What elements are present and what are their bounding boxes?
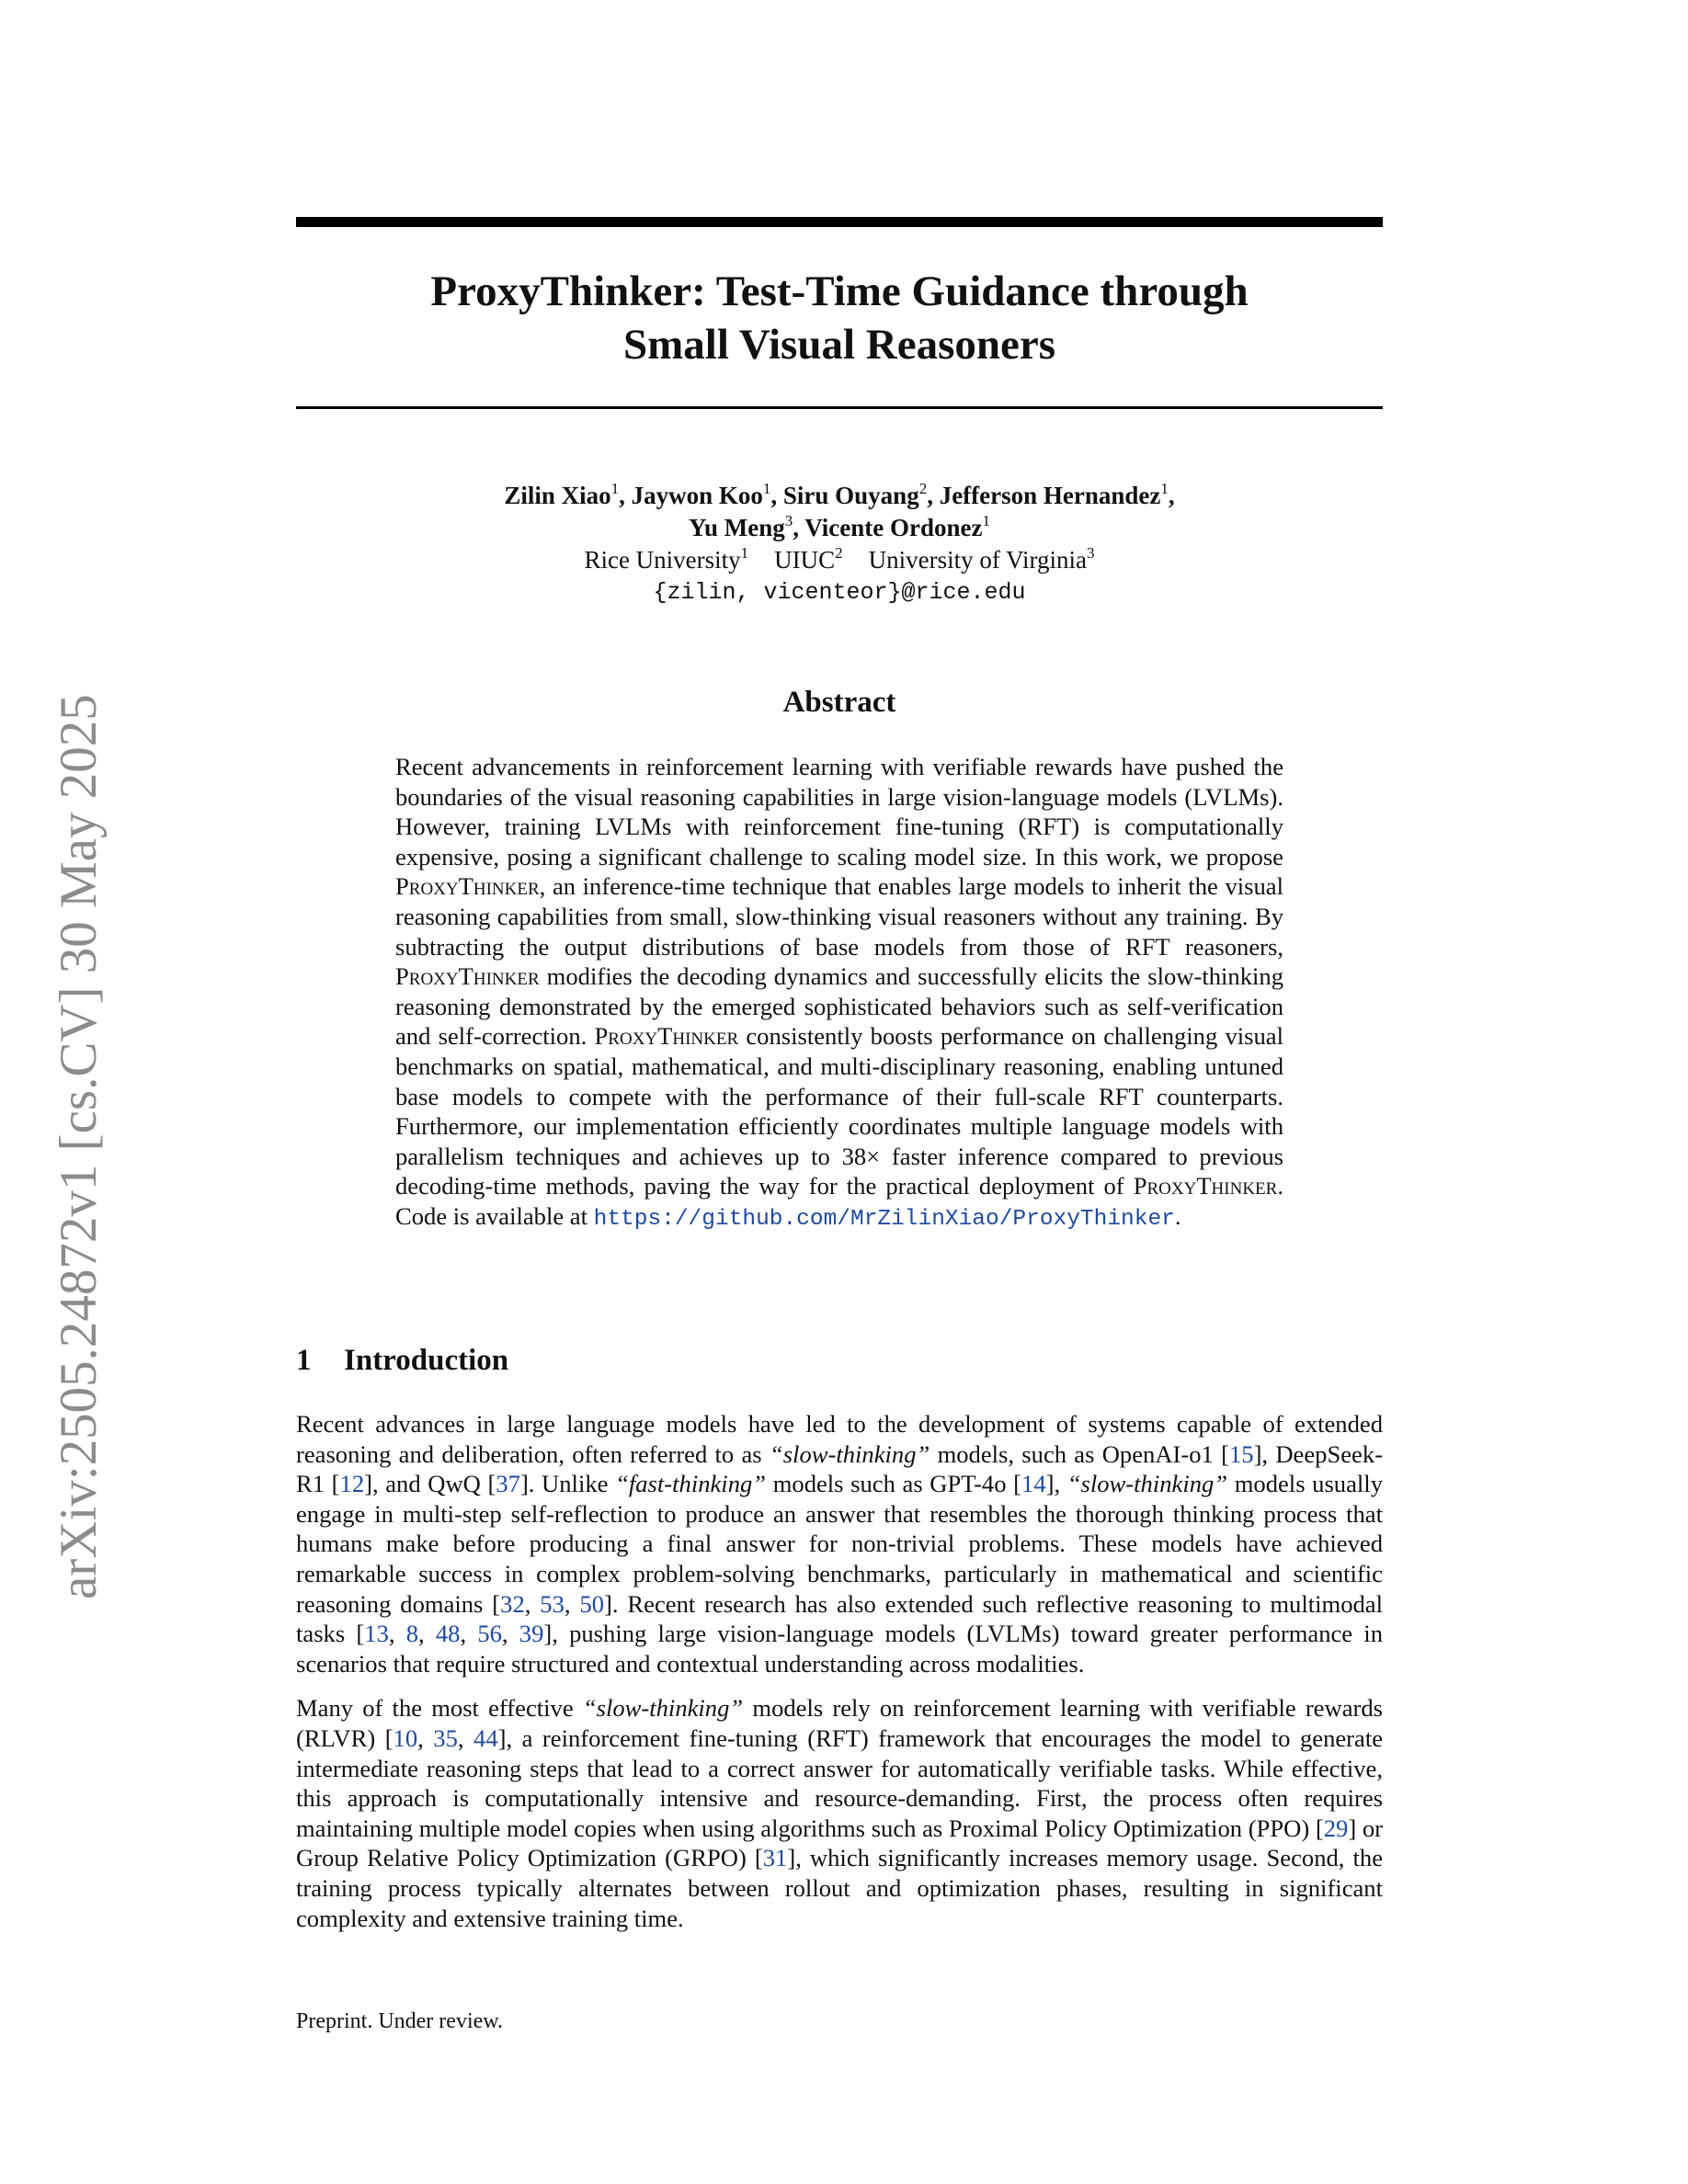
author-name: Jefferson Hernandez	[939, 482, 1161, 509]
citation-link[interactable]: 37	[496, 1470, 520, 1498]
affiliation-number: 3	[1087, 544, 1095, 562]
author-affiliation-mark: 3	[784, 512, 793, 529]
citation-link[interactable]: 29	[1323, 1814, 1349, 1842]
author-block	[296, 480, 1383, 609]
title-line-2: Small Visual Reasoners	[622, 321, 1056, 369]
affiliation-name: University of Virginia	[868, 546, 1088, 574]
author-affiliation-mark: 1	[1160, 480, 1169, 497]
author-name: Vicente Ordonez	[804, 514, 983, 541]
citation-link[interactable]: 13	[364, 1620, 389, 1648]
author-affiliation-mark: 1	[762, 480, 771, 497]
affiliations-line	[296, 544, 1383, 576]
affiliation-name: Rice University	[584, 546, 741, 574]
method-name: ProxyThinker	[594, 1022, 739, 1051]
title-line-1: ProxyThinker: Test-Time Guidance through	[430, 267, 1249, 315]
abstract-body: Recent advancements in reinforcement learning with verifiable rewards have pushed the boundaries of the visual reasoning capabilities in large vision-language models (LVLMs). However, training LVLMs with reinforcement fine-tuning (RFT) is computationally expensive, posing a significant challenge to scaling model size. In this work, we propose ProxyThinker, an inference-time technique that enables large models to inherit the visual reasoning capabilities from small, slow-thinking visual reasoners without any training. By subtracting the output distributions of base models from those of RFT reasoners, ProxyThinker modifies the decoding dynamics and successfully elicits the slow-thinking reasoning demonstrated by the emerged sophisticated behaviors such as self-verification and self-correction. ProxyThinker consistently boosts performance on challenging visual benchmarks on spatial, mathematical, and multi-disciplinary reasoning, enabling untuned base models to compete with the performance of their full-scale RFT counterparts. Furthermore, our implementation efficiently coordinates multiple language models with parallelism techniques and achieves up to 38× faster inference compared to previous decoding-time methods, paving the way for the practical deployment of ProxyThinker. Code is available at https://github.com/MrZilinXiao/ProxyThinker.	[395, 753, 1283, 1232]
method-name: ProxyThinker	[395, 872, 540, 901]
citation-link[interactable]: 31	[762, 1844, 788, 1872]
citation-link[interactable]: 56	[477, 1620, 502, 1648]
section-heading-introduction	[296, 1342, 1383, 1379]
author-name: Siru Ouyang	[782, 482, 919, 509]
author-affiliation-mark: 1	[610, 480, 620, 497]
citation-link[interactable]: 32	[500, 1589, 525, 1618]
citation-link[interactable]: 50	[579, 1589, 605, 1618]
author-affiliation-mark: 1	[982, 512, 990, 529]
citation-link[interactable]: 12	[339, 1470, 365, 1498]
code-repository-link[interactable]: https://github.com/MrZilinXiao/ProxyThinker	[593, 1206, 1175, 1232]
arxiv-identifier-stamp: arXiv:2505.24872v1 [cs.CV] 30 May 2025	[50, 694, 108, 1599]
author-names-line-1: Zilin Xiao$^1$, Jaywon Koo$^1$, Siru Ouyang$^2$, Jefferson Hernandez$^1$,	[504, 480, 1175, 509]
author-name: Yu Meng	[689, 514, 785, 541]
citation-link[interactable]: 39	[519, 1620, 544, 1648]
title-rule-top	[296, 217, 1383, 227]
abstract-heading: Abstract	[782, 686, 896, 719]
introduction-body	[296, 1409, 1383, 1933]
footer-note: Preprint. Under review.	[296, 2009, 504, 2033]
method-name: ProxyThinker	[395, 962, 540, 991]
author-name: Jaywon Koo	[631, 482, 763, 509]
title-rule-bottom	[296, 406, 1383, 409]
section-number: 1	[296, 1344, 312, 1377]
paragraph: Recent advances in large language models have led to the development of systems capable of extended reasoning and deliberation, often referred to as “slow-thinking” models, such as OpenAI-o1 [15], DeepSeek-R1 [12], and QwQ [37]. Unlike “fast-thinking” models such as GPT-4o [14], “slow-thinking” models usually engage in multi-step self-reflection to produce an answer that resembles the thorough thinking process that humans make before producing a final answer for non-trivial problems. These models have achieved remarkable success in complex problem-solving benchmarks, particularly in mathematical and scientific reasoning domains [32, 53, 50]. Recent research has also extended such reflective reasoning to multimodal tasks [13, 8, 48, 56, 39], pushing large vision-language models (LVLMs) toward greater performance in scenarios that require structured and contextual understanding across modalities.	[296, 1410, 1383, 1678]
citation-link[interactable]: 53	[540, 1589, 565, 1618]
author-name: Zilin Xiao	[504, 482, 611, 509]
affiliation-number: 2	[835, 544, 843, 562]
method-name: ProxyThinker	[1133, 1172, 1278, 1200]
section-title: Introduction	[344, 1344, 509, 1377]
citation-link[interactable]: 8	[405, 1620, 419, 1648]
citation-link[interactable]: 10	[393, 1723, 418, 1752]
affiliation-number: 1	[740, 544, 749, 562]
affiliation-name: UIUC	[774, 546, 836, 574]
citation-link[interactable]: 48	[435, 1620, 461, 1648]
author-affiliation-mark: 2	[918, 480, 928, 497]
citation-link[interactable]: 44	[473, 1723, 498, 1752]
paper-title	[296, 265, 1383, 371]
citation-link[interactable]: 14	[1021, 1470, 1046, 1498]
citation-link[interactable]: 15	[1228, 1439, 1254, 1468]
paragraph: Many of the most effective “slow-thinking” models rely on reinforcement learning with verifiable rewards (RLVR) [10, 35, 44], a reinforcement fine-tuning (RFT) framework that encourages the model to generate intermediate reasoning steps that lead to a correct answer for automatically verifiable tasks. While effective, this approach is computationally intensive and resource-demanding. First, the process often requires maintaining multiple model copies when using algorithms such as Proximal Policy Optimization (PPO) [29] or Group Relative Policy Optimization (GRPO) [31], which significantly increases memory usage. Second, the training process typically alternates between rollout and optimization phases, resulting in significant complexity and extensive training time.	[296, 1694, 1384, 1932]
author-names-line-2: Yu Meng$^3$, Vicente Ordonez$^1$	[689, 512, 990, 541]
contact-email: {zilin, vicenteor}@rice.edu	[653, 579, 1026, 606]
citation-link[interactable]: 35	[433, 1723, 458, 1752]
